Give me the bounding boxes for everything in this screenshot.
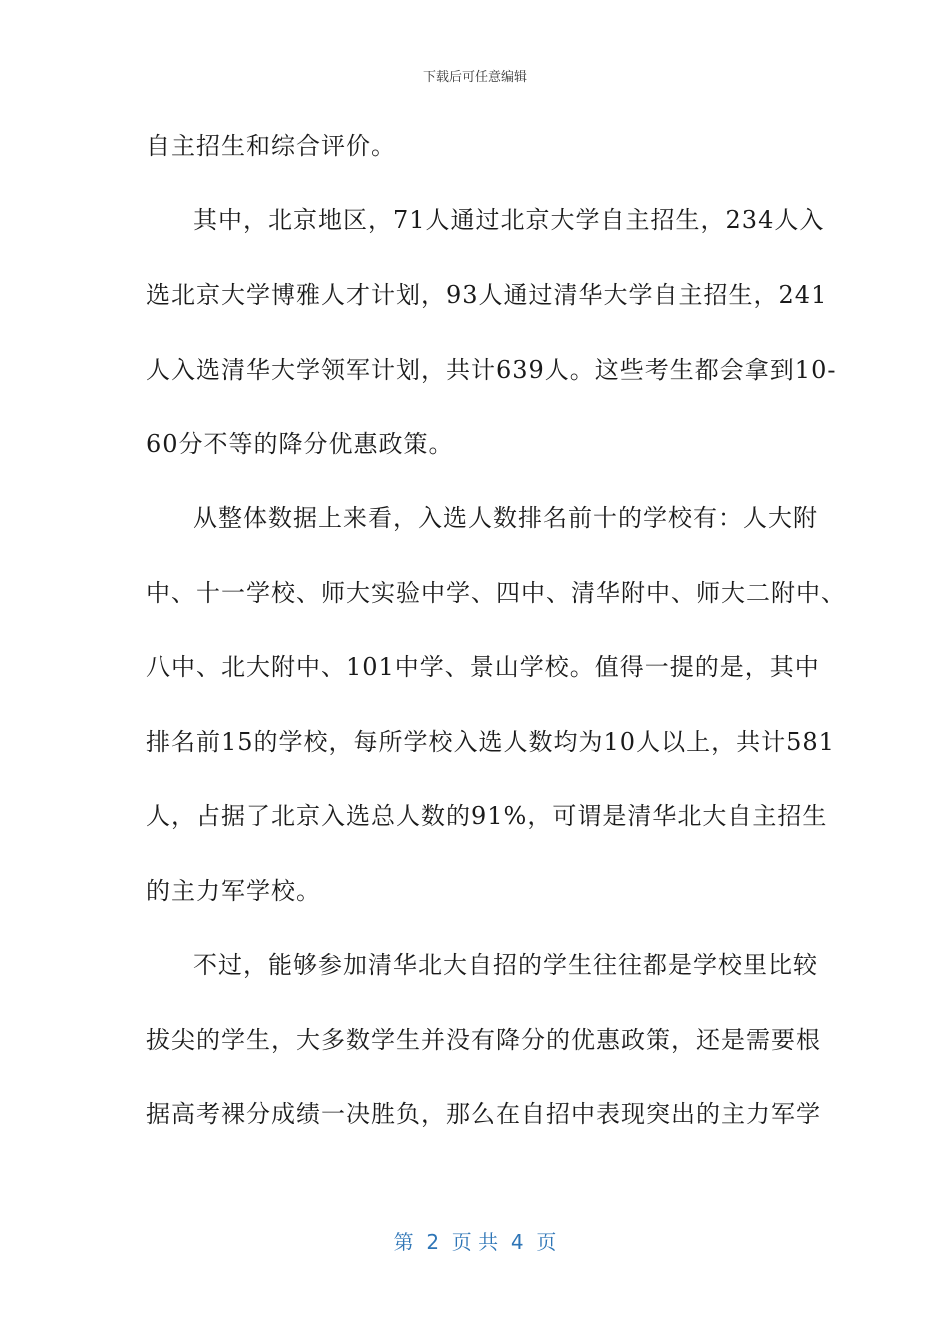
text-line: 的主力军学校。 [146,877,321,905]
text-line: 不过，能够参加清华北大自招的学生往往都是学校里比较 [193,951,818,979]
text-line: 从整体数据上来看，入选人数排名前十的学校有：人大附 [193,504,818,532]
text-line: 人入选清华大学领军计划，共计639人。这些考生都会拿到10- [146,356,837,384]
text-line: 拔尖的学生，大多数学生并没有降分的优惠政策，还是需要根 [146,1026,821,1054]
text-line: 据高考裸分成绩一决胜负，那么在自招中表现突出的主力军学 [146,1100,821,1128]
text-line: 60分不等的降分优惠政策。 [146,430,454,458]
text-line: 选北京大学博雅人才计划，93人通过清华大学自主招生，241 [146,281,828,309]
text-line: 其中，北京地区，71人通过北京大学自主招生，234人入 [193,206,825,234]
text-line: 自主招生和综合评价。 [146,132,396,160]
text-line: 八中、北大附中、101中学、景山学校。值得一提的是，其中 [146,653,820,681]
text-line: 人，占据了北京入选总人数的91%，可谓是清华北大自主招生 [146,802,828,830]
page-number: 第 2 页 共 4 页 [393,1230,557,1254]
header-note: 下载后可任意编辑 [422,70,527,85]
text-line: 中、十一学校、师大实验中学、四中、清华附中、师大二附中、 [146,579,846,607]
text-line: 排名前15的学校，每所学校入选人数均为10人以上，共计581 [146,728,835,756]
